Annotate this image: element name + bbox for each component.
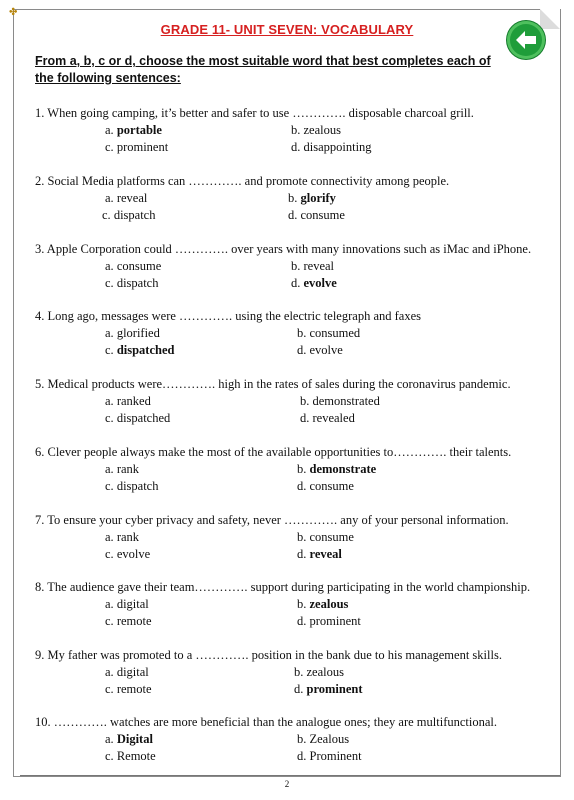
option-c[interactable] [105,275,158,291]
option-letter: b. [297,597,307,611]
option-text: glorified [116,326,160,340]
option-text: remote [116,682,152,696]
option-c[interactable] [105,342,174,358]
option-letter: b. [291,123,301,137]
option-text: evolve [116,547,151,561]
question-4 [35,308,555,324]
option-text: prominent [309,614,361,628]
option-text: revealed [312,411,355,425]
option-a[interactable] [105,731,153,747]
option-letter: c. [105,411,114,425]
option-text: portable [116,123,162,137]
option-b[interactable] [291,258,334,274]
question-stem: 10. …………. watches are more beneficial than the analogue ones; they are multifunctional. [35,715,497,729]
option-letter: c. [105,749,114,763]
option-text: Zealous [309,732,350,746]
option-d[interactable] [291,139,372,155]
option-letter: a. [105,123,114,137]
option-letter: b. [297,530,307,544]
option-text: prominent [306,682,363,696]
option-text: consumed [309,326,361,340]
option-c[interactable] [105,478,158,494]
option-b[interactable] [294,664,344,680]
question-stem: 1. When going camping, it’s better and safer to use …………. disposable charcoal grill. [35,106,474,120]
option-d[interactable] [297,748,362,764]
option-text: rank [116,462,140,476]
option-letter: d. [297,749,307,763]
option-a[interactable] [105,190,147,206]
option-b[interactable] [297,325,360,341]
option-text: dispatch [116,479,159,493]
question-stem: 5. Medical products were…………. high in the rates of sales during the coronavirus pandemic. [35,377,511,391]
question-stem: 8. The audience gave their team…………. support during participating in the world championship. [35,580,531,594]
option-text: zealous [303,123,341,137]
option-b[interactable] [291,122,341,138]
option-c[interactable] [105,681,152,697]
option-d[interactable] [297,546,342,562]
question-9 [35,647,555,663]
corner-mark: ✤ [9,7,18,18]
option-text: dispatch [116,276,159,290]
option-text: disappointing [303,140,372,154]
option-a[interactable] [105,664,149,680]
option-b[interactable] [297,461,376,477]
option-c[interactable] [105,613,152,629]
option-a[interactable] [105,122,162,138]
option-text: remote [116,614,152,628]
question-stem: 9. My father was promoted to a …………. position in the bank due to his management skills. [35,648,502,662]
option-text: glorify [300,191,336,205]
option-letter: d. [291,140,301,154]
back-button[interactable] [507,21,545,59]
option-c[interactable] [102,207,155,223]
option-text: digital [116,665,149,679]
option-letter: c. [102,208,111,222]
option-d[interactable] [294,681,363,697]
option-letter: d. [297,479,307,493]
option-text: consume [116,259,162,273]
question-stem: 2. Social Media platforms can …………. and promote connectivity among people. [35,174,450,188]
option-c[interactable] [105,546,150,562]
option-letter: d. [297,614,307,628]
option-text: rank [116,530,140,544]
question-2 [35,173,555,189]
option-letter: b. [294,665,304,679]
option-text: dispatch [113,208,156,222]
option-letter: c. [105,547,114,561]
option-a[interactable] [105,325,160,341]
option-letter: a. [105,597,114,611]
option-letter: c. [105,614,114,628]
option-letter: d. [297,547,307,561]
option-text: consume [309,530,354,544]
option-text: zealous [306,665,344,679]
option-b[interactable] [297,731,349,747]
page-title: GRADE 11- UNIT SEVEN: VOCABULARY [160,22,414,37]
option-a[interactable] [105,393,151,409]
option-text: consume [300,208,345,222]
option-letter: b. [288,191,298,205]
option-c[interactable] [105,410,170,426]
option-letter: a. [105,530,114,544]
option-d[interactable] [297,342,343,358]
option-letter: b. [297,462,307,476]
option-a[interactable] [105,596,149,612]
question-8 [35,579,555,595]
option-d[interactable] [297,613,361,629]
footer-divider [20,775,560,776]
option-a[interactable] [105,461,139,477]
option-text: demonstrated [312,394,380,408]
question-7 [35,512,555,528]
option-text: dispatched [116,343,175,357]
option-a[interactable] [105,529,139,545]
option-letter: d. [294,682,304,696]
option-d[interactable] [300,410,355,426]
option-d[interactable] [291,275,337,291]
option-letter: b. [297,732,307,746]
option-letter: b. [300,394,310,408]
option-text: digital [116,597,149,611]
option-c[interactable] [105,748,156,764]
option-letter: a. [105,191,114,205]
option-text: dispatched [116,411,171,425]
option-text: consume [309,479,354,493]
option-text: reveal [309,547,342,561]
option-text: evolve [309,343,343,357]
option-text: reveal [116,191,148,205]
option-d[interactable] [288,207,345,223]
option-letter: a. [105,665,114,679]
option-letter: c. [105,343,114,357]
question-1 [35,105,555,121]
option-letter: d. [291,276,301,290]
option-letter: b. [291,259,301,273]
option-text: Remote [116,749,156,763]
question-stem: 3. Apple Corporation could …………. over years with many innovations such as iMac and iPhone. [35,242,532,256]
option-text: Prominent [309,749,362,763]
option-letter: c. [105,479,114,493]
option-letter: a. [105,462,114,476]
option-text: evolve [303,276,337,290]
option-a[interactable] [105,258,161,274]
option-c[interactable] [105,139,168,155]
option-text: reveal [303,259,335,273]
option-text: demonstrate [309,462,377,476]
option-letter: c. [105,140,114,154]
page-number: 2 [284,779,290,789]
question-3 [35,241,555,257]
question-stem: 7. To ensure your cyber privacy and safety, never …………. any of your personal information. [35,513,509,527]
option-letter: a. [105,732,114,746]
option-letter: a. [105,259,114,273]
option-letter: d. [288,208,298,222]
option-letter: b. [297,326,307,340]
option-b[interactable] [300,393,380,409]
option-b[interactable] [288,190,336,206]
question-5 [35,376,555,392]
option-letter: d. [297,343,307,357]
question-10 [35,714,555,730]
option-text: prominent [116,140,169,154]
option-letter: a. [105,326,114,340]
option-d[interactable] [297,478,354,494]
question-stem: 4. Long ago, messages were …………. using the electric telegraph and faxes [35,309,421,323]
arrow-left-icon [507,21,545,59]
option-letter: d. [300,411,310,425]
option-text: Digital [116,732,153,746]
option-b[interactable] [297,596,348,612]
option-letter: a. [105,394,114,408]
question-6 [35,444,555,460]
question-stem: 6. Clever people always make the most of the available opportunities to…………. their talents. [35,445,512,459]
option-text: ranked [116,394,151,408]
option-b[interactable] [297,529,354,545]
option-letter: c. [105,682,114,696]
option-letter: c. [105,276,114,290]
option-text: zealous [309,597,349,611]
instructions: From a, b, c or d, choose the most suitable word that best completes each of the following sentences: [35,54,491,85]
